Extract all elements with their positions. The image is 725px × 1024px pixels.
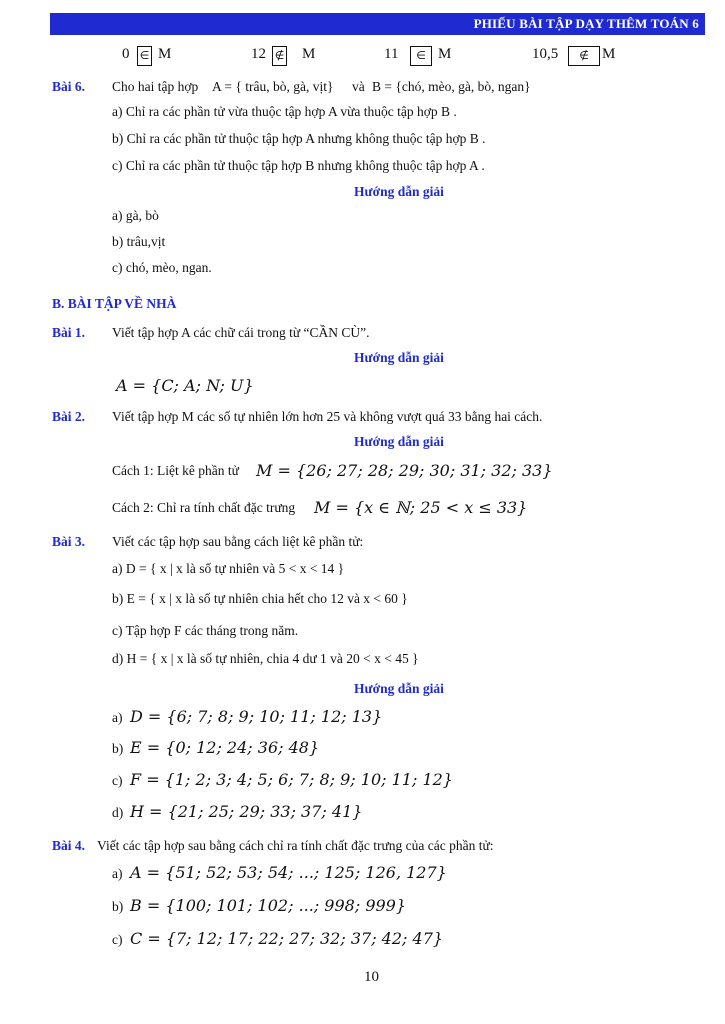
bai4-label: Bài 4.: [52, 838, 86, 853]
bai6-set-b: B = {chó, mèo, gà, bò, ngan}: [372, 79, 531, 94]
bai2-method1-math: M = {26; 27; 28; 29; 30; 31; 32; 33}: [256, 461, 553, 480]
membership-value-3: 10,5: [532, 46, 559, 62]
section-b-heading: B. BÀI TẬP VỀ NHÀ: [52, 296, 177, 311]
bai3-question-a: a) D = { x | x là số tự nhiên và 5 < x < 14 }: [112, 561, 345, 576]
bai6-answer-a: a) gà, bò: [112, 208, 159, 223]
bai6-question-b: b) Chỉ ra các phần tử thuộc tập hợp A nhưng không thuộc tập hợp B .: [112, 131, 486, 146]
bai3-answer-c: F = {1; 2; 3; 4; 5; 6; 7; 8; 9; 10; 11; 12}: [130, 770, 453, 789]
bai6-answer-c: c) chó, mèo, ngan.: [112, 260, 212, 275]
membership-value-1: 12: [251, 46, 266, 62]
bai2-method2-text: Cách 2: Chỉ ra tính chất đặc trưng: [112, 500, 296, 515]
bai6-intro: Cho hai tập hợp: [112, 79, 199, 94]
bai3-answer-b: E = {0; 12; 24; 36; 48}: [130, 738, 320, 757]
bai3-guide-heading: Hướng dẫn giải: [354, 681, 444, 696]
bai3-answer-b-label: b): [112, 741, 124, 756]
bai4-item-b-label: b): [112, 899, 124, 914]
bai4-item-a: A = {51; 52; 53; 54; ...; 125; 126, 127}: [130, 863, 447, 882]
bai2-label: Bài 2.: [52, 409, 86, 424]
bai2-method2-math: M = {x ∈ ℕ; 25 < x ≤ 33}: [314, 498, 528, 517]
bai6-and: và: [352, 79, 365, 94]
bai3-question-b: b) E = { x | x là số tự nhiên chia hết cho 12 và x < 60 }: [112, 591, 408, 606]
bai3-answer-c-label: c): [112, 773, 123, 788]
membership-box-3: ∉: [568, 46, 600, 66]
bai6-question-a: a) Chỉ ra các phần tử vừa thuộc tập hợp A vừa thuộc tập hợp B .: [112, 104, 457, 119]
page-number: 10: [364, 969, 379, 985]
bai1-question: Viết tập hợp A các chữ cái trong từ “CẦN CÙ”.: [112, 325, 370, 340]
bai3-question-d: d) H = { x | x là số tự nhiên, chia 4 dư 1 và 20 < x < 45 }: [112, 651, 419, 666]
bai3-answer-d-label: d): [112, 805, 124, 820]
bai6-label: Bài 6.: [52, 79, 86, 94]
membership-set-3: M: [602, 46, 616, 62]
bai6-guide-heading: Hướng dẫn giải: [354, 184, 444, 199]
bai4-item-a-label: a): [112, 866, 123, 881]
bai3-label: Bài 3.: [52, 534, 86, 549]
header-title: PHIẾU BÀI TẬP DẠY THÊM TOÁN 6: [473, 16, 699, 31]
bai3-question-c: c) Tập hợp F các tháng trong năm.: [112, 623, 299, 638]
membership-box-1: ∉: [272, 46, 287, 66]
bai4-item-b: B = {100; 101; 102; ...; 998; 999}: [130, 896, 407, 915]
bai3-answer-d: H = {21; 25; 29; 33; 37; 41}: [130, 802, 363, 821]
membership-set-0: M: [158, 46, 172, 62]
bai3-question: Viết các tập hợp sau bằng cách liệt kê phần tử:: [112, 534, 364, 549]
membership-box-0: ∈: [137, 46, 152, 66]
membership-box-2: ∈: [410, 46, 432, 66]
bai1-answer: A = {C; A; N; U}: [116, 376, 254, 395]
bai4-question: Viết các tập hợp sau bằng cách chỉ ra tính chất đặc trưng của các phần tử:: [97, 838, 494, 853]
bai1-guide-heading: Hướng dẫn giải: [354, 350, 444, 365]
bai4-item-c-label: c): [112, 932, 123, 947]
bai6-answer-b: b) trâu,vịt: [112, 234, 166, 249]
bai4-item-c: C = {7; 12; 17; 22; 27; 32; 37; 42; 47}: [130, 929, 444, 948]
membership-set-1: M: [302, 46, 316, 62]
bai2-method1-text: Cách 1: Liệt kê phần tử: [112, 463, 239, 478]
bai6-question-c: c) Chỉ ra các phần tử thuộc tập hợp B nhưng không thuộc tập hợp A .: [112, 158, 485, 173]
bai1-label: Bài 1.: [52, 325, 86, 340]
membership-set-2: M: [438, 46, 452, 62]
bai2-question: Viết tập hợp M các số tự nhiên lớn hơn 25 và không vượt quá 33 bằng hai cách.: [112, 409, 543, 424]
bai3-answer-a: D = {6; 7; 8; 9; 10; 11; 12; 13}: [130, 707, 383, 726]
membership-value-2: 11: [384, 46, 399, 62]
bai3-answer-a-label: a): [112, 710, 123, 725]
bai2-guide-heading: Hướng dẫn giải: [354, 434, 444, 449]
membership-value-0: 0: [122, 46, 130, 62]
bai6-set-a: A = { trâu, bò, gà, vịt}: [212, 79, 334, 94]
